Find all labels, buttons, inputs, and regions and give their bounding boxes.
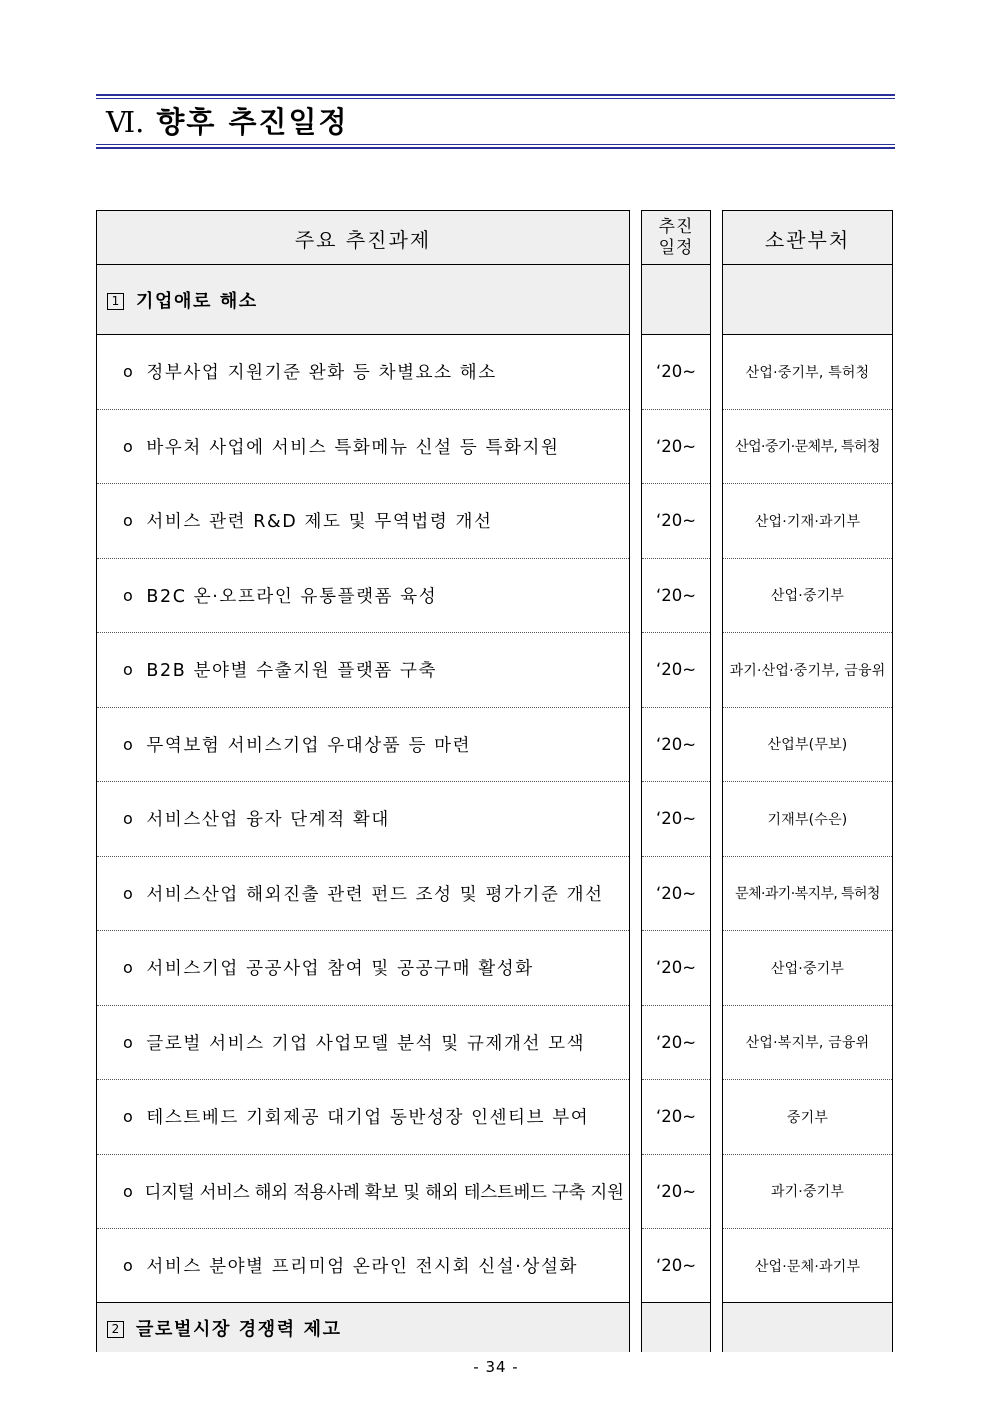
schedule-cell: ‘20~ xyxy=(642,1005,710,1080)
header-department xyxy=(722,210,893,265)
task-text: 서비스 분야별 프리미엄 온라인 전시회 신설·상설화 xyxy=(146,1257,578,1278)
department-cell: 산업·중기부 xyxy=(723,930,892,1005)
bullet-icon: o xyxy=(123,958,135,978)
section-label-2 xyxy=(97,1315,342,1341)
task-text: 서비스산업 해외진출 관련 펀드 조성 및 평가기준 개선 xyxy=(146,884,604,905)
bullet-icon: o xyxy=(123,436,135,456)
bullet-icon: o xyxy=(123,734,135,754)
schedule-column xyxy=(641,264,711,1352)
schedule-cell: ‘20~ xyxy=(642,1154,710,1229)
task-cell xyxy=(97,409,629,484)
bullet-icon: o xyxy=(123,362,135,382)
section-label-1 xyxy=(97,287,258,313)
title-rule-top xyxy=(96,94,895,96)
department-cell: 기재부(수은) xyxy=(723,781,892,856)
bullet-icon: o xyxy=(123,1107,135,1127)
header-schedule-line1: 추진 xyxy=(658,217,694,237)
section-number-box-2: 2 xyxy=(107,1321,124,1338)
bullet-icon: o xyxy=(123,809,135,829)
title-rule-top-thin xyxy=(96,98,895,99)
section-heading: 향후 추진일정 xyxy=(156,105,349,139)
task-text: 정부사업 지원기준 완화 등 차별요소 해소 xyxy=(146,363,497,384)
task-column xyxy=(96,264,630,1352)
section-title-bar xyxy=(96,92,895,152)
task-cell xyxy=(97,1228,629,1303)
department-cell: 산업·중기·문체부, 특허청 xyxy=(723,409,892,484)
schedule-cell: ‘20~ xyxy=(642,707,710,782)
section-row-1-department xyxy=(723,265,892,334)
task-cell xyxy=(97,856,629,931)
department-cell: 산업·기재·과기부 xyxy=(723,483,892,558)
task-cell xyxy=(97,1154,629,1229)
section-row-1-schedule xyxy=(642,265,710,334)
task-text: B2C 온·오프라인 유통플랫폼 육성 xyxy=(146,586,438,607)
header-schedule xyxy=(641,210,711,265)
section-number: Ⅵ. xyxy=(106,105,145,139)
bullet-icon: o xyxy=(123,1256,135,1276)
title-rule-bottom xyxy=(96,147,895,149)
schedule-cell: ‘20~ xyxy=(642,632,710,707)
task-text: 디지털 서비스 해외 적용사례 확보 및 해외 테스트베드 구축 지원 xyxy=(144,1182,624,1203)
bullet-icon: o xyxy=(123,585,135,605)
task-cell xyxy=(97,632,629,707)
section-row-2-schedule xyxy=(642,1302,710,1352)
header-schedule-label xyxy=(659,217,694,259)
schedule-cell: ‘20~ xyxy=(642,558,710,633)
task-text: B2B 분야별 수출지원 플랫폼 구축 xyxy=(146,661,438,682)
section-row-1 xyxy=(97,265,629,334)
task-text: 서비스산업 융자 단계적 확대 xyxy=(146,810,390,831)
bullet-icon: o xyxy=(123,1181,133,1201)
bullet-icon: o xyxy=(123,883,135,903)
schedule-cell: ‘20~ xyxy=(642,1079,710,1154)
schedule-cell: ‘20~ xyxy=(642,1228,710,1303)
header-schedule-line2: 일정 xyxy=(658,238,694,258)
department-cell: 산업·문체·과기부 xyxy=(723,1228,892,1303)
bullet-icon: o xyxy=(123,511,135,531)
department-cell: 중기부 xyxy=(723,1079,892,1154)
section-number-box-1: 1 xyxy=(107,293,124,310)
schedule-cell: ‘20~ xyxy=(642,334,710,409)
header-task xyxy=(96,210,630,265)
department-cell: 산업·중기부 xyxy=(723,558,892,633)
section-text-2: 글로벌시장 경쟁력 제고 xyxy=(136,1318,342,1340)
department-cell: 과기·중기부 xyxy=(723,1154,892,1229)
section-row-2-department xyxy=(723,1302,892,1352)
task-cell xyxy=(97,1005,629,1080)
task-cell xyxy=(97,707,629,782)
section-row-2 xyxy=(97,1302,629,1352)
bullet-icon: o xyxy=(123,1032,135,1052)
department-cell: 산업·중기부, 특허청 xyxy=(723,334,892,409)
schedule-cell: ‘20~ xyxy=(642,930,710,1005)
section-title xyxy=(106,104,349,140)
task-text: 글로벌 서비스 기업 사업모델 분석 및 규제개선 모색 xyxy=(146,1033,586,1054)
department-cell: 과기·산업·중기부, 금융위 xyxy=(723,632,892,707)
header-task-label: 주요 추진과제 xyxy=(294,227,432,252)
schedule-cell: ‘20~ xyxy=(642,781,710,856)
task-text: 서비스 관련 R&D 제도 및 무역법령 개선 xyxy=(146,512,493,533)
department-cell: 산업·복지부, 금융위 xyxy=(723,1005,892,1080)
bullet-icon: o xyxy=(123,660,135,680)
department-cell: 산업부(무보) xyxy=(723,707,892,782)
department-cell: 문체·과기·복지부, 특허청 xyxy=(723,856,892,931)
department-column xyxy=(722,264,893,1352)
schedule-cell: ‘20~ xyxy=(642,856,710,931)
task-cell xyxy=(97,483,629,558)
task-cell xyxy=(97,334,629,409)
task-text: 테스트베드 기회제공 대기업 동반성장 인센티브 부여 xyxy=(146,1108,590,1129)
task-cell xyxy=(97,558,629,633)
schedule-cell: ‘20~ xyxy=(642,483,710,558)
task-text: 바우처 사업에 서비스 특화메뉴 신설 등 특화지원 xyxy=(146,437,560,458)
header-department-label: 소관부처 xyxy=(764,227,851,252)
title-rule-bottom-thin xyxy=(96,144,895,145)
task-text: 서비스기업 공공사업 참여 및 공공구매 활성화 xyxy=(146,959,534,980)
task-cell xyxy=(97,1079,629,1154)
section-text-1: 기업애로 해소 xyxy=(136,290,258,312)
page-number: - 34 - xyxy=(473,1358,519,1376)
task-text: 무역보험 서비스기업 우대상품 등 마련 xyxy=(146,735,472,756)
task-cell xyxy=(97,781,629,856)
schedule-cell: ‘20~ xyxy=(642,409,710,484)
task-cell xyxy=(97,930,629,1005)
